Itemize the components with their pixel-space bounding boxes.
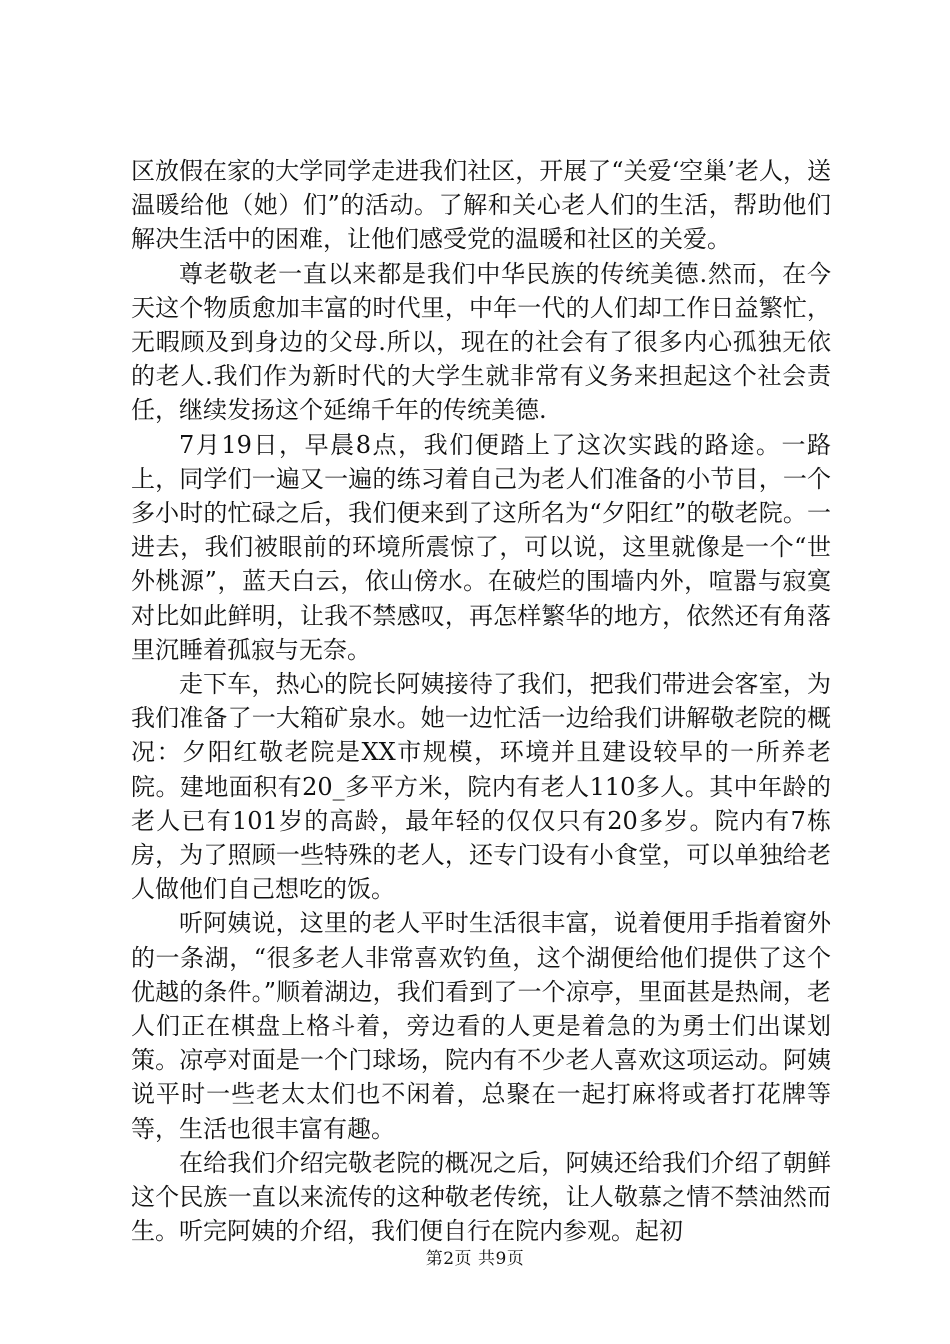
paragraph-3: 7月19日，早晨8点，我们便踏上了这次实践的路途。一路上，同学们一遍又一遍的练习着自己为老人们准备的小节目，一个多小时的忙碌之后，我们便来到了这所名为“夕阳红”的敬老院。一进去，我们被眼前的环境所震惊了，可以说，这里就像是一个“世外桃源”，蓝天白云，依山傍水。在破烂的围墙内外，喧嚣与寂寞对比如此鲜明，让我不禁感叹，再怎样繁华的地方，依然还有角落里沉睡着孤寂与无奈。 [131,430,831,664]
page-number-footer: 第2页 共9页 [425,1249,525,1269]
paragraph-6: 在给我们介绍完敬老院的概况之后，阿姨还给我们介绍了朝鲜这个民族一直以来流传的这种敬老传统，让人敬慕之情不禁油然而生。听完阿姨的介绍，我们便自行在院内参观。起初 [131,1148,831,1246]
document-body [131,154,831,1249]
paragraph-2: 尊老敬老一直以来都是我们中华民族的传统美德.然而，在今天这个物质愈加丰富的时代里，中年一代的人们却工作日益繁忙，无暇顾及到身边的父母.所以，现在的社会有了很多内心孤独无依的老人.我们作为新时代的大学生就非常有义务来担起这个社会责任，继续发扬这个延绵千年的传统美德. [131,259,831,425]
paragraph-4: 走下车，热心的院长阿姨接待了我们，把我们带进会客室，为我们准备了一大箱矿泉水。她一边忙活一边给我们讲解敬老院的概况：夕阳红敬老院是XX市规模，环境并且建设较早的一所养老院。建地面积有20_多平方米，院内有老人110多人。其中年龄的老人已有101岁的高龄，最年轻的仅仅只有20多岁。院内有7栋房，为了照顾一些特殊的老人，还专门设有小食堂，可以单独给老人做他们自己想吃的饭。 [131,670,831,904]
paragraph-1: 区放假在家的大学同学走进我们社区，开展了“关爱‘空巢’老人，送温暖给他（她）们”的活动。了解和关心老人们的生活，帮助他们解决生活中的困难，让他们感受党的温暖和社区的关爱。 [131,157,831,254]
paragraph-5: 听阿姨说，这里的老人平时生活很丰富，说着便用手指着窗外的一条湖，“很多老人非常喜欢钓鱼，这个湖便给他们提供了这个优越的条件。”顺着湖边，我们看到了一个凉亭，里面甚是热闹，老人们正在棋盘上格斗着，旁边看的人更是着急的为勇士们出谋划策。凉亭对面是一个门球场，院内有不少老人喜欢这项运动。阿姨说平时一些老太太们也不闲着，总聚在一起打麻将或者打花牌等等，生活也很丰富有趣。 [131,909,831,1143]
